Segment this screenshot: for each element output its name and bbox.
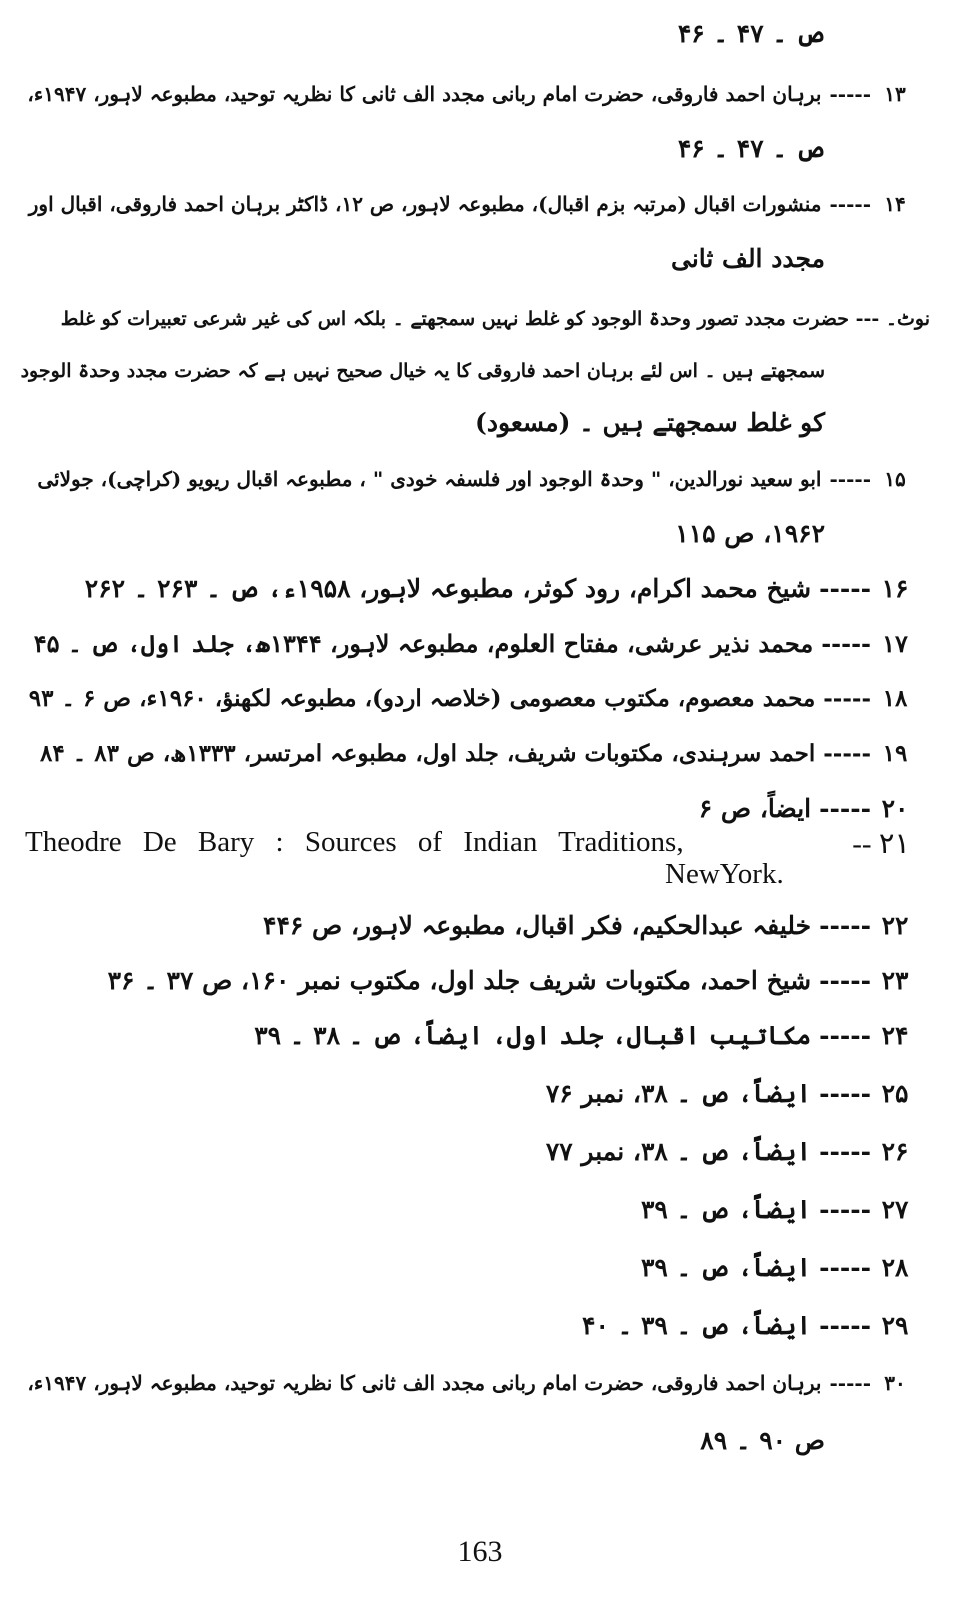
footnote-text: ایضاً، ص ۔ ۳۸، نمبر ۷۶ (545, 1079, 812, 1108)
footnote-number: ۳۰ (884, 1371, 906, 1395)
footnote-dash: ----- (829, 467, 871, 491)
footnote-text: شیخ محمد اکرام، رود کوثر، مطبوعہ لاہور، ۱۹۵۸ء، ص ۔ ۲۶۳ ۔ ۲۶۲ (84, 574, 812, 603)
footnote-15 (20, 460, 915, 498)
footnote-number: ۲۶ (881, 1137, 909, 1166)
footnote-number: ۱۷ (882, 629, 908, 658)
footnote-dash: ----- (819, 1195, 871, 1224)
footnote-text: ایضاً، ص ۶ (698, 794, 812, 823)
footnote-28 (20, 1249, 915, 1287)
footnote-number: ۲۵ (881, 1079, 909, 1108)
footnote-dash: ----- (819, 1021, 871, 1050)
footnote-14 (20, 185, 915, 223)
footnote-text: محمد معصوم، مکتوب معصومی (خلاصہ اردو)، مطبوعہ لکھنؤ، ۱۹۶۰ء، ص ۶ ۔ ۹۳ (28, 685, 816, 712)
footnote-text: ایضاً، ص ۔ ۳۹ (640, 1253, 812, 1282)
footnote-27 (20, 1191, 915, 1229)
footnote-17 (20, 625, 915, 663)
footnote-30-continuation: ص ۹۰ ۔ ۸۹ (700, 1426, 825, 1455)
footnote-text: ابو سعید نورالدین، " وحدۃ الوجود اور فلسفہ خودی " ، مطبوعہ اقبال ریویو (کراچی)، جولائی (37, 467, 822, 491)
footnote-24 (20, 1017, 915, 1055)
footnote-text: ایضاً، ص ۔ ۳۸، نمبر ۷۷ (545, 1137, 812, 1166)
note-line-1: نوٹ۔ --- حضرت مجدد تصور وحدۃ الوجود کو غلط نہیں سمجھتے ۔ بلکہ اس کی غیر شرعی تعبیرات کو غلط (60, 308, 930, 330)
footnote-text: ایضاً، ص ۔ ۳۹ ۔ ۴۰ (582, 1311, 812, 1340)
footnote-dash: ----- (819, 1311, 871, 1340)
footnote-20 (20, 790, 915, 828)
footnote-21-text-line1: Theodre De Bary : Sources of Indian Traditions, (25, 826, 684, 858)
page-number: 163 (457, 1535, 503, 1568)
footnote-number: ۲۰ (881, 794, 909, 823)
footnote-dash: ----- (819, 794, 871, 823)
footnote-number: ۲۴ (881, 1021, 909, 1050)
footnote-18 (20, 680, 915, 718)
footnote-dash: ----- (829, 82, 871, 106)
footnote-19 (20, 735, 915, 773)
footnote-number: ۲۳ (881, 966, 909, 995)
footnote-12-continuation: ص ۔ ۴۷ ۔ ۴۶ (677, 19, 825, 48)
footnote-15-continuation: ۱۹۶۲، ص ۱۱۵ (675, 519, 825, 548)
footnote-14-continuation: مجدد الف ثانی (670, 244, 825, 273)
footnote-22 (20, 907, 915, 945)
footnote-text: احمد سرہندی، مکتوبات شریف، جلد اول، مطبوعہ امرتسر، ۱۳۳۳ھ، ص ۸۳ ۔ ۸۴ (40, 740, 816, 767)
footnote-29 (20, 1307, 915, 1345)
footnote-dash: ----- (829, 192, 871, 216)
footnote-dash: ----- (819, 966, 871, 995)
footnote-dash: ----- (819, 574, 871, 603)
footnote-26 (20, 1133, 915, 1171)
footnote-text: برہان احمد فاروقی، حضرت امام ربانی مجدد الف ثانی کا نظریہ توحید، مطبوعہ لاہور، ۱۹۴۷ء، (27, 1371, 822, 1395)
footnote-number: ۲۸ (881, 1253, 909, 1282)
footnote-dash: ----- (823, 685, 871, 712)
footnote-number: ۱۹ (882, 740, 908, 767)
footnote-13-continuation: ص ۔ ۴۷ ۔ ۴۶ (677, 134, 825, 163)
footnote-number: ۲۱ -- (852, 828, 910, 860)
footnote-16 (20, 570, 915, 608)
footnote-number: ۱۴ (884, 192, 906, 216)
footnote-text: ایضاً، ص ۔ ۳۹ (640, 1195, 812, 1224)
footnote-number: ۱۶ (881, 574, 909, 603)
footnote-text: برہان احمد فاروقی، حضرت امام ربانی مجدد الف ثانی کا نظریہ توحید، مطبوعہ لاہور، ۱۹۴۷ء، (27, 82, 822, 106)
footnote-text: منشورات اقبال (مرتبہ بزم اقبال)، مطبوعہ لاہور، ص ۱۲، ڈاکٹر برہان احمد فاروقی، اقبال اور (28, 192, 822, 216)
footnote-number: ۱۵ (884, 467, 906, 491)
note-line-3: کو غلط سمجھتے ہیں ۔ (مسعود) (475, 408, 825, 437)
footnote-text: شیخ احمد، مکتوبات شریف جلد اول، مکتوب نمبر ۱۶۰، ص ۳۷ ۔ ۳۶ (107, 966, 812, 995)
footnote-text: خلیفہ عبدالحکیم، فکر اقبال، مطبوعہ لاہور، ص ۴۴۶ (263, 911, 812, 940)
footnote-30 (20, 1364, 915, 1402)
footnote-number: ۱۳ (884, 82, 906, 106)
note-line-2: سمجھتے ہیں ۔ اس لئے برہان احمد فاروقی کا یہ خیال صحیح نہیں ہے کہ حضرت مجدد وحدۃ الوجود (20, 360, 825, 382)
footnote-text: مکاتیب اقبال، جلد اول، ایضاً، ص ۔ ۳۸ ۔ ۳۹ (254, 1021, 812, 1050)
footnote-13 (20, 75, 915, 113)
footnote-25 (20, 1075, 915, 1113)
footnote-dash: ----- (819, 1079, 871, 1108)
footnote-dash: ----- (829, 1371, 871, 1395)
footnote-dash: ----- (821, 629, 871, 658)
footnote-number: ۲۲ (881, 911, 909, 940)
footnote-dash: ----- (819, 1253, 871, 1282)
footnote-number: ۱۸ (882, 685, 908, 712)
footnote-text: محمد نذیر عرشی، مفتاح العلوم، مطبوعہ لاہور، ۱۳۴۴ھ، جلد اول، ص ۔ ۴۵ (33, 629, 814, 658)
footnote-number: ۲۷ (881, 1195, 909, 1224)
footnote-number: ۲۹ (881, 1311, 909, 1340)
footnote-dash: ----- (823, 740, 871, 767)
footnote-dash: ----- (819, 911, 871, 940)
footnote-21-text-line2: NewYork. (665, 858, 784, 890)
footnote-dash: ----- (819, 1137, 871, 1166)
footnote-23 (20, 962, 915, 1000)
